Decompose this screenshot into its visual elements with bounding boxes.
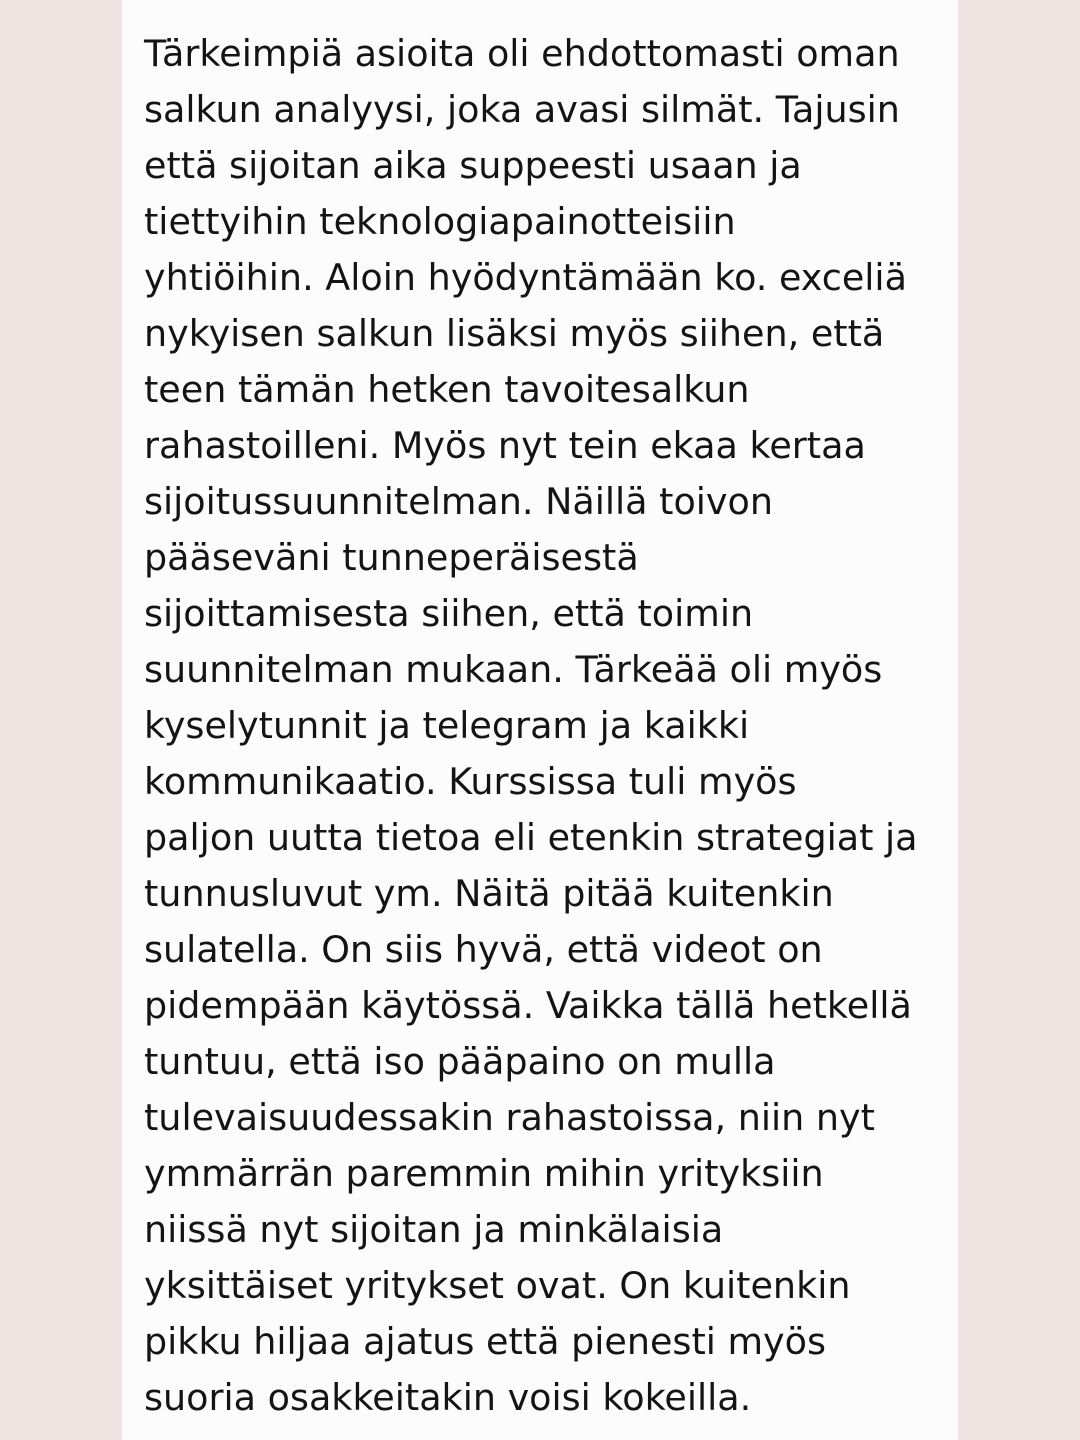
- message-line: ymmärrän paremmin mihin yrityksiin: [144, 1152, 824, 1195]
- message-line: tuntuu, että iso pääpaino on mulla: [144, 1040, 776, 1083]
- message-line: pääseväni tunneperäisestä: [144, 536, 639, 579]
- message-line: Tärkeimpiä asioita oli ehdottomasti oman: [144, 32, 900, 75]
- message-line: sijoittamisesta siihen, että toimin: [144, 592, 754, 635]
- message-line: yhtiöihin. Aloin hyödyntämään ko. exceliä: [144, 256, 907, 299]
- message-line: tunnusluvut ym. Näitä pitää kuitenkin: [144, 872, 834, 915]
- message-line: tulevaisuudessakin rahastoissa, niin nyt: [144, 1096, 875, 1139]
- message-line: pidempään käytössä. Vaikka tällä hetkellä: [144, 984, 912, 1027]
- message-line: kommunikaatio. Kurssissa tuli myös: [144, 760, 797, 803]
- message-line: teen tämän hetken tavoitesalkun: [144, 368, 750, 411]
- message-line: pikku hiljaa ajatus että pienesti myös: [144, 1320, 827, 1363]
- message-line: paljon uutta tietoa eli etenkin strategiat ja: [144, 816, 918, 859]
- message-line: tiettyihin teknologiapainotteisiin: [144, 200, 736, 243]
- message-line: nykyisen salkun lisäksi myös siihen, että: [144, 312, 885, 355]
- message-line: sulatella. On siis hyvä, että videot on: [144, 928, 823, 971]
- message-line: suunnitelman mukaan. Tärkeää oli myös: [144, 648, 883, 691]
- message-line: sijoitussuunnitelman. Näillä toivon: [144, 480, 774, 523]
- message-line: niissä nyt sijoitan ja minkälaisia: [144, 1208, 724, 1251]
- message-line: että sijoitan aika suppeesti usaan ja: [144, 144, 802, 187]
- message-line: rahastoilleni. Myös nyt tein ekaa kertaa: [144, 424, 866, 467]
- message-line: salkun analyysi, joka avasi silmät. Tajusin: [144, 88, 900, 131]
- message-line: yksittäiset yritykset ovat. On kuitenkin: [144, 1264, 851, 1307]
- message-line: kyselytunnit ja telegram ja kaikki: [144, 704, 750, 747]
- message-card: [122, 0, 958, 1440]
- message-line: suoria osakkeitakin voisi kokeilla.: [144, 1376, 752, 1419]
